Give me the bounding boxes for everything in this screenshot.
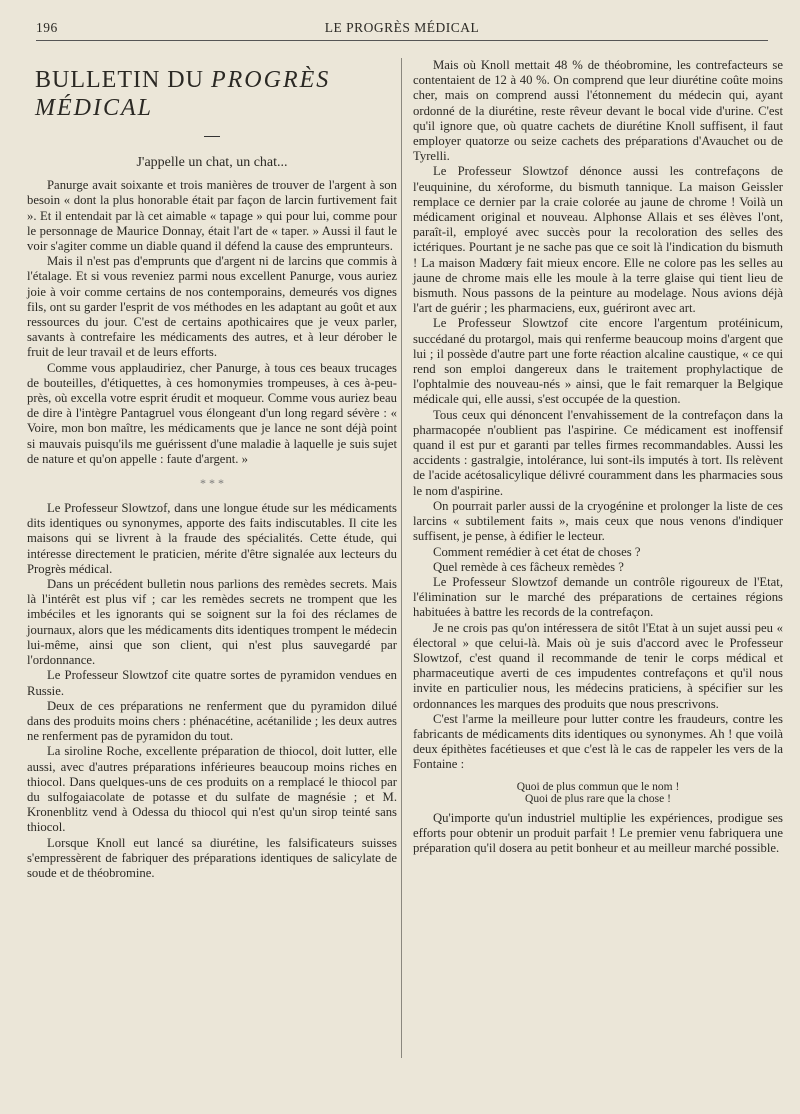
paragraph: Panurge avait soixante et trois manières de trouver de l'argent à son besoin « dont la plus honorable était par façon de larcin furtivement fait ». Et il entendait par là cet aimable « tapage » qui pour lui, comme pour le personnage de Maurice Donnay, était l'art de « taper. » Aussi il faut le voir s'agiter comme un diable quand il défend la cause des emprunteurs. (27, 178, 397, 254)
paragraph: Le Professeur Slowtzof cite quatre sortes de pyramidon vendues en Russie. (27, 668, 397, 698)
right-column (413, 58, 783, 856)
journal-title: LE PROGRÈS MÉDICAL (324, 20, 480, 35)
paragraph: Le Professeur Slowtzof, dans une longue étude sur les médicaments dits identiques ou synonymes, apporte des faits indiscutables. Il cite les maisons qui se livrent à la fraude des spécialités. Cette étude, qui intéresse directement le praticien, mérite d'être signalée aux lecteurs du Progrès médical. (27, 501, 397, 576)
paragraph: Comment remédier à cet état de choses ? (433, 544, 641, 559)
bulletin-title-prefix: BULLETIN DU (35, 67, 211, 93)
article-subtitle: J'appelle un chat, un chat... (136, 155, 288, 170)
paragraph: Quel remède à ces fâcheux remèdes ? (433, 559, 624, 574)
paragraph: Le Professeur Slowtzof dénonce aussi les contrefaçons de l'euquinine, du xéroforme, du bismuth tannique. La maison Geissler remplace ce dernier par la craie colorée au jaune de chrome ! Voilà un médicament original et nouveau. Alphonse Allais et ses élèves l'ont, paraît-il, employé avec succès pour la recoloration des selles des ictériques. Pourtant je ne sache pas que ce soit là l'indication du bismuth ! La maison Madœry fait mieux encore. Elle ne colore pas les selles au jaune de chrome mais elle les moule à la terre glaise qui tient lieu de bismuth. Nous passons de la peinture au modelage. Nous avions déjà l'art de guérir ; les pharmaciens, eux, guériront avec art. (413, 164, 783, 316)
paragraph: Mais il n'est pas d'emprunts que d'argent ni de larcins que commis à l'étalage. Et si vous reveniez parmi nous excellent Panurge, vous auriez joie à voir comme certains de nos contemporains, demeurés vos dignes fils, ont su garder l'esprit de vos méthodes en les adaptant au goût et aux ressources du jour. C'est de certains apothicaires que je veux parler, savants à contrefaire les médicaments des autres, et à leur dérober le fruit de leur travail et de leurs efforts. (27, 254, 397, 360)
page-header (36, 18, 768, 41)
paragraph: Deux de ces préparations ne renferment que du pyramidon dilué dans des produits moins chers : phénacétine, acétanilide ; les deux autres ne renferment pas de pyramidon du tout. (27, 698, 397, 744)
fontaine-quote (413, 781, 783, 805)
paragraph: Dans un précédent bulletin nous parlions des remèdes secrets. Mais là l'intérêt est plus vif ; car les remèdes secrets ne trompent que les imbéciles et les ignorants qui se soignent sur la foi des réclames de journaux, alors que les médicaments dits identiques trompent le médecin lui-même, ainsi que son client, qui n'est plus sauvegardé par l'ordonnance. (27, 577, 397, 668)
section-asterism: * * * (200, 476, 224, 491)
paragraph: La siroline Roche, excellente préparation de thiocol, doit lutter, elle aussi, avec d'autres préparations inférieures beaucoup moins riches en thiocol. Dans quelques-uns de ces produits on a remplacé le thiocol par du sulfogaiacolate de potasse et du sulfate de magnésie ; et M. Kronenblitz vend à Odessa du thiocol qui n'est qu'un sirop teinté sans thiocol. (27, 744, 397, 835)
left-column (27, 58, 397, 881)
paragraph: Comme vous applaudiriez, cher Panurge, à tous ces beaux trucages de bouteilles, d'étiquettes, à ces homonymies trompeuses, à ces à-peu-près, où excella votre esprit érudit et moqueur. Comme vous auriez beau de dire à l'intègre Pantagruel vous élongeant d'un long regard sévère : « Voire, mon bon maître, les médicaments que je lance ne sont déjà point si mauvais puisqu'ils me guérissent d'une maladie à laquelle je suis sujet de nature et qu'on appelle : faute d'argent. » (27, 360, 397, 466)
paragraph: C'est l'arme la meilleure pour lutter contre les fraudeurs, contre les fabricants de médicaments dits identiques ou synonymes. Ah ! que voilà deux épithètes facétieuses et que c'est là le cas de rappeler les vers de la Fontaine : (413, 711, 783, 772)
column-divider (401, 58, 402, 1058)
paragraph: Le Professeur Slowtzof demande un contrôle rigoureux de l'Etat, l'élimination sur le marché des préparations de certaines régions habituées à battre les records de la contrefaçon. (413, 574, 783, 620)
page-number: 196 (36, 20, 58, 35)
paragraph: Je ne crois pas qu'on intéressera de sitôt l'Etat à un sujet aussi peu « électoral » que celui-là. Mais où je suis d'accord avec le Professeur Slowtzof, c'est quand il recommande de tenir le corps médical et pharmaceutique averti de ces impudentes contrefaçons et qu'il nous invite en particulier nous, les médecins praticiens, à spécifier sur les ordonnances les marques des produits que nous prescrivons. (413, 620, 783, 711)
paragraph: Lorsque Knoll eut lancé sa diurétine, les falsificateurs suisses s'empressèrent de fabriquer des préparations identiques de salicylate de soude et de théobromine. (27, 835, 397, 880)
left-paragraphs-group (27, 178, 397, 467)
right-paragraphs-group (413, 58, 783, 773)
bulletin-title (35, 66, 397, 122)
paragraph: Le Professeur Slowtzof cite encore l'argentum protéinicum, succédané du protargol, mais qui renferme beaucoup moins d'argent que lui ; il possède d'autre part une forte réaction alcaline caustique, « ce qui rend son emploi dangereux dans le traitement prophylactique de l'ophtalmie des nouveau-nés » ainsi, que le fait remarquer la Belgique médicale qui, elle aussi, s'est occupée de la question. (413, 316, 783, 407)
left-paragraphs-group-2 (27, 501, 397, 881)
quote-line: Quoi de plus rare que la chose ! (525, 792, 671, 805)
title-rule (204, 136, 220, 137)
bulletin-title-italic: PROGRÈS MÉDICAL (35, 67, 331, 121)
quote-line: Quoi de plus commun que le nom ! (516, 780, 680, 793)
closing-paragraph: Qu'importe qu'un industriel multiplie les expériences, prodigue ses efforts pour obtenir un produit parfait ! Le premier venu fabriquera une préparation qu'il dosera au petit bonheur et au meilleur marché possible. (413, 810, 783, 855)
paragraph: Tous ceux qui dénoncent l'envahissement de la contrefaçon dans la pharmacopée n'oublient pas l'aspirine. Ce médicament est inoffensif quand il est pur et garanti par telles firmes recommandables. Aussi les accidents : gastralgie, intolérance, lui sont-ils imputés à tort. Ils relèvent de l'acide acétosalicylique délivré couramment dans les pharmacies sous le nom d'aspirine. (413, 407, 783, 498)
paragraph: On pourrait parler aussi de la cryogénine et prolonger la liste de ces larcins « subtilement faits », mais ceux que nous venons d'indiquer suffisent, je pense, à édifier le lecteur. (413, 498, 783, 544)
paragraph: Mais où Knoll mettait 48 % de théobromine, les contrefacteurs se contentaient de 12 à 40 %. On comprend que leur diurétine coûte moins cher, mais on comprend aussi l'étonnement du médecin qui, ayant ordonné de la diurétine, reste rêveur devant le bocal vide d'urine. C'est qu'il ignore que, où quatre cachets de diurétine Knoll suffisent, il faut employer quatorze ou seize cachets des préparations d'Avauchet ou de Tyrelli. (413, 58, 783, 164)
